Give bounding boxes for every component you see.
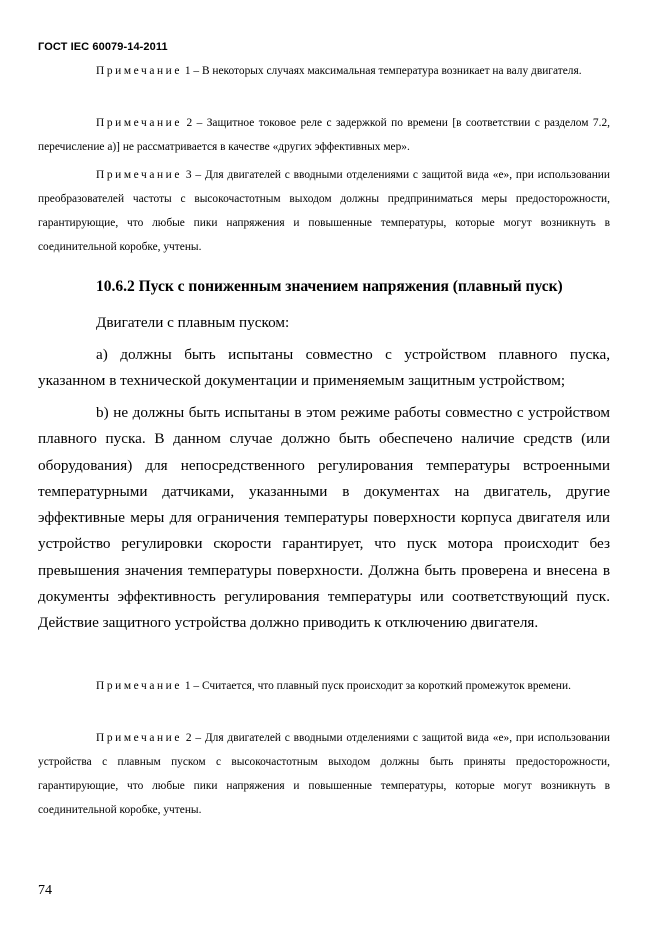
note-label: Примечание [96,65,183,77]
page-number: 74 [38,883,52,898]
note-label: Примечание [96,680,183,692]
section-intro: Двигатели с плавным пуском: [96,314,290,331]
note-text: 2 – Для двигателей с вводными отделениями с защитой вида «е», при использовании устройства с плавным пуском с высокочастотным выходом должны быть приняты предосторожности, гарантирующие, что любые пики напряжения и повышенные температуры, которые могут возникнуть в соединительной коробке, учтены. [38,732,610,816]
section-heading: 10.6.2 Пуск с пониженным значением напряжения (плавный пуск) [96,278,563,295]
note-2 [38,111,610,159]
note-bottom-1 [38,674,610,698]
note-label: Примечание [96,169,183,181]
list-item-a: а) должны быть испытаны совместно с устройством плавного пуска, указанном в технической документации и применяемым защитным устройством; [38,346,610,390]
note-text: 3 – Для двигателей с вводными отделениями с защитой вида «е», при использовании преобразователей частоты с высокочастотным выходом должны предприниматься меры предосторожности, гарантирующие, что любые пики напряжения и повышенные температуры, которые могут возникнуть в соединительной коробке, учтены. [38,169,610,253]
list-item-b: b) не должны быть испытаны в этом режиме работы совместно с устройством плавного пуска. В данном случае должно быть обеспечено наличие средств (или оборудования) для непосредственного регулирования температуры встроенными температурными датчиками, указанными в документах на двигатель, другие эффективные меры для ограничения температуры поверхности корпуса двигателя или устройство регулировки скорости гарантирует, что пуск мотора происходит без превышения значения температуры поверхности. Должна быть проверена и внесена в документы эффективность регулирования температуры или соответствующий пуск. Действие защитного устройства должно приводить к отключению двигателя. [38,404,610,632]
note-text: 1 – Считается, что плавный пуск происходит за короткий промежуток времени. [182,680,571,692]
note-text: 1 – В некоторых случаях максимальная температура возникает на валу двигателя. [182,65,582,77]
note-text: 2 – Защитное токовое реле с задержкой по времени [в соответствии с разделом 7.2, перечисление а)] не рассматривается в качестве «других эффективных мер». [38,117,610,153]
note-label: Примечание [96,117,183,129]
note-1 [38,59,610,83]
document-header: ГОСТ IEC 60079-14-2011 [38,41,168,53]
note-3 [38,163,610,259]
note-label: Примечание [96,732,183,744]
note-bottom-2 [38,726,610,822]
